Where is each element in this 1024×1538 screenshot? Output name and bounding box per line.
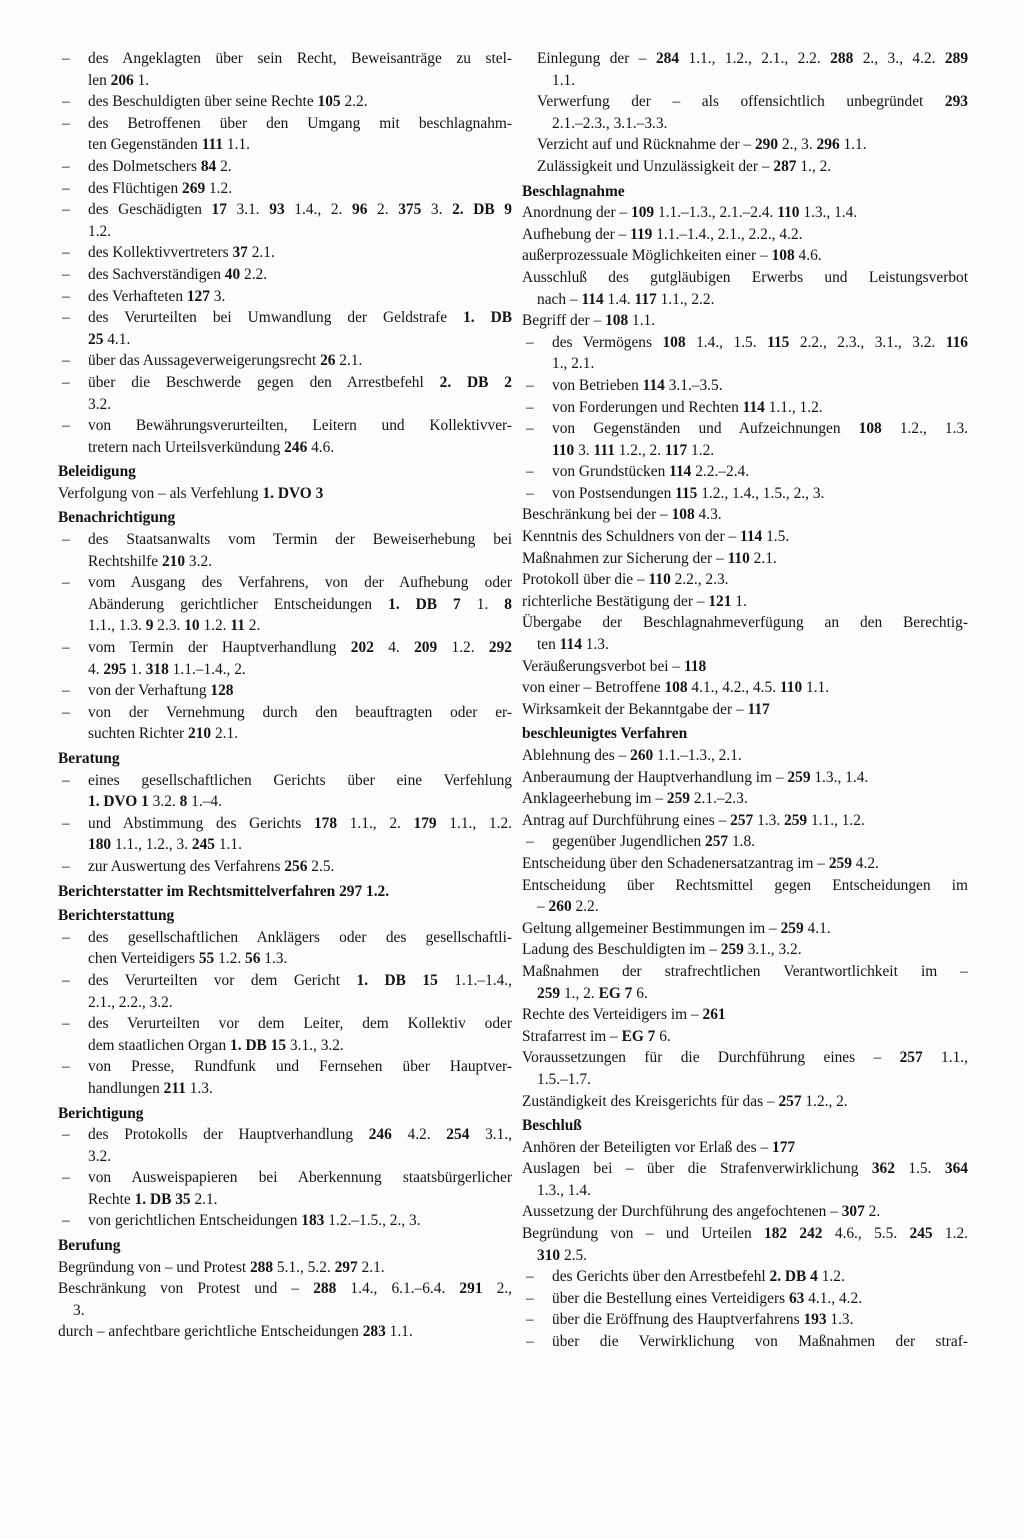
index-subentry: – von Ausweispapieren bei Aberkennung staatsbürgerlicher [58, 1167, 512, 1189]
index-entry: außerprozessuale Möglichkeiten einer – 108 4.6. [522, 247, 822, 265]
index-subentry: – über die Bestellung eines Verteidigers 63 4.1., 4.2. [522, 1288, 968, 1310]
index-continuation: 4. 295 1. 318 1.1.–1.4., 2. [88, 660, 246, 678]
index-entry: Zuständigkeit des Kreisgerichts für das – 257 1.2., 2. [522, 1092, 848, 1110]
index-continuation: handlungen 211 1.3. [88, 1079, 213, 1097]
index-subentry: – des Verurteilten bei Umwandlung der Geldstrafe 1. DB [58, 307, 512, 329]
index-continuation: 1.2. [88, 222, 112, 240]
index-entry: Veräußerungsverbot bei – 118 [522, 657, 707, 675]
index-heading: Beratung [58, 750, 120, 767]
index-subentry: – des Betroffenen über den Umgang mit beschlagnahm- [58, 113, 512, 135]
index-entry: Anklageerhebung im – 259 2.1.–2.3. [522, 790, 748, 808]
index-subentry: – des Gerichts über den Arrestbefehl 2. DB 4 1.2. [522, 1266, 968, 1288]
index-continuation: 3.2. [88, 1147, 112, 1165]
index-subentry: – des Geschädigten 17 3.1. 93 1.4., 2. 96 2. 375 3. 2. DB 9 [58, 199, 512, 221]
index-subentry: – des Protokolls der Hauptverhandlung 246 4.2. 254 3.1., [58, 1124, 512, 1146]
index-entry: Wirksamkeit der Bekanntgabe der – 117 [522, 700, 770, 718]
index-subentry: – des Verurteilten vor dem Leiter, dem Kollektiv oder [58, 1013, 512, 1035]
index-entry: Anberaumung der Hauptverhandlung im – 259 1.3., 1.4. [522, 768, 869, 786]
index-entry: Einlegung der – 284 1.1., 1.2., 2.1., 2.2. 288 2., 3., 4.2. 289 [537, 50, 969, 67]
index-continuation: 1.3., 1.4. [537, 1181, 591, 1199]
index-subentry: – von Grundstücken 114 2.2.–2.4. [522, 461, 968, 483]
index-subentry: – des Vermögens 108 1.4., 1.5. 115 2.2., 2.3., 3.1., 3.2. 116 [522, 332, 968, 354]
index-subentry: – von Postsendungen 115 1.2., 1.4., 1.5., 2., 3. [522, 483, 968, 505]
index-entry: Verzicht auf und Rücknahme der – 290 2., 3. 296 1.1. [537, 136, 867, 154]
index-entry: Anordnung der – 109 1.1.–1.3., 2.1.–2.4. 110 1.3., 1.4. [522, 204, 858, 222]
index-entry: Begriff der – 108 1.1. [522, 312, 656, 330]
index-entry: Geltung allgemeiner Bestimmungen im – 259 4.1. [522, 919, 831, 937]
index-entry: Zulässigkeit und Unzulässigkeit der – 287 1., 2. [537, 157, 832, 175]
index-continuation: 180 1.1., 1.2., 3. 245 1.1. [88, 836, 242, 854]
index-subentry: – von der Vernehmung durch den beauftragten oder er- [58, 702, 512, 724]
index-entry: Anhören der Beteiligten vor Erlaß des – 177 [522, 1138, 796, 1156]
index-subentry: – über die Beschwerde gegen den Arrestbefehl 2. DB 2 [58, 372, 512, 394]
index-subentry: – von gerichtlichen Entscheidungen 183 1.2.–1.5., 2., 3. [58, 1210, 512, 1232]
index-heading: Beschlagnahme [522, 182, 625, 200]
index-entry: Beschränkung von Protest und – 288 1.4., 6.1.–6.4. 291 2., [58, 1280, 513, 1298]
index-subentry: – vom Ausgang des Verfahrens, von der Aufhebung oder [58, 572, 512, 594]
index-entry: Verwerfung der – als offensichtlich unbegründet 293 [537, 93, 968, 111]
index-continuation: 1. DVO 1 3.2. 8 1.–4. [88, 793, 222, 811]
index-subentry: – und Abstimmung des Gerichts 178 1.1., 2. 179 1.1., 1.2. [58, 813, 512, 835]
index-subentry: – des Flüchtigen 269 1.2. [58, 178, 512, 200]
index-continuation: nach – 114 1.4. 117 1.1., 2.2. [537, 290, 715, 308]
index-heading: Berichterstatter im Rechtsmittelverfahren 297 1.2. [58, 882, 390, 900]
index-continuation: 1.1. [552, 71, 576, 89]
index-subentry: – gegenüber Jugendlichen 257 1.8. [522, 831, 968, 853]
index-entry: richterliche Bestätigung der – 121 1. [522, 592, 747, 610]
index-entry: Ladung des Beschuldigten im – 259 3.1., 3.2. [522, 941, 802, 959]
index-entry: durch – anfechtbare gerichtliche Entscheidungen 283 1.1. [58, 1323, 413, 1341]
left-index-column [58, 48, 512, 1343]
index-continuation: 2.1., 2.2., 3.2. [88, 993, 173, 1011]
index-subentry: – von Forderungen und Rechten 114 1.1., 1.2. [522, 397, 968, 419]
index-entry: Maßnahmen der strafrechtlichen Verantwortlichkeit im – [522, 962, 968, 980]
index-continuation: ten 114 1.3. [537, 636, 609, 654]
index-entry: Ablehnung des – 260 1.1.–1.3., 2.1. [522, 747, 742, 764]
index-subentry: – des Sachverständigen 40 2.2. [58, 264, 512, 286]
index-entry: Begründung von – und Protest 288 5.1., 5.2. 297 2.1. [58, 1258, 385, 1276]
index-heading: Berufung [58, 1237, 121, 1255]
index-subentry: – des Beschuldigten über seine Rechte 105 2.2. [58, 91, 512, 113]
index-heading: beschleunigtes Verfahren [522, 725, 688, 743]
index-entry: Ausschluß des gutgläubigen Erwerbs und Leistungsverbot [522, 268, 968, 286]
index-entry: Entscheidung über Rechtsmittel gegen Entscheidungen im [522, 876, 968, 894]
index-subentry: – von Presse, Rundfunk und Fernsehen über Hauptver- [58, 1056, 512, 1078]
index-subentry: – des Kollektivvertreters 37 2.1. [58, 242, 512, 264]
index-entry: Beschränkung bei der – 108 4.3. [522, 506, 722, 524]
index-subentry: – von Gegenständen und Aufzeichnungen 108 1.2., 1.3. [522, 418, 968, 440]
index-heading: Beschluß [522, 1117, 582, 1135]
index-continuation: – 260 2.2. [537, 898, 599, 916]
index-subentry: – zur Auswertung des Verfahrens 256 2.5. [58, 856, 512, 878]
index-continuation: dem staatlichen Organ 1. DB 15 3.1., 3.2. [88, 1036, 344, 1054]
index-continuation: ten Gegenständen 111 1.1. [88, 136, 251, 154]
index-entry: Voraussetzungen für die Durchführung eines – 257 1.1., [522, 1049, 968, 1067]
index-continuation: 1., 2.1. [552, 355, 595, 373]
right-index-column [522, 48, 968, 1353]
index-continuation: suchten Richter 210 2.1. [88, 725, 239, 743]
index-continuation: len 206 1. [88, 71, 150, 89]
index-continuation: Rechtshilfe 210 3.2. [88, 552, 212, 570]
index-subentry: – von Betrieben 114 3.1.–3.5. [522, 375, 968, 397]
index-subentry: – vom Termin der Hauptverhandlung 202 4. 209 1.2. 292 [58, 637, 512, 659]
index-heading: Berichtigung [58, 1104, 144, 1122]
index-subentry: – des Verhafteten 127 3. [58, 286, 512, 308]
index-subentry: – des gesellschaftlichen Anklägers oder des gesellschaftli- [58, 927, 512, 949]
index-subentry: – des Dolmetschers 84 2. [58, 156, 512, 178]
index-continuation: 1.5.–1.7. [537, 1070, 591, 1088]
index-heading: Beleidigung [58, 463, 136, 481]
index-entry: von einer – Betroffene 108 4.1., 4.2., 4.5. 110 1.1. [522, 679, 830, 697]
index-subentry: – von Bewährungsverurteilten, Leitern und Kollektivver- [58, 415, 512, 437]
index-subentry: – des Staatsanwalts vom Termin der Beweiserhebung bei [58, 529, 512, 551]
index-continuation: 25 4.1. [88, 330, 131, 348]
index-continuation: Rechte 1. DB 35 2.1. [88, 1190, 218, 1208]
index-continuation: Abänderung gerichtlicher Entscheidungen 1. DB 7 1. 8 [88, 595, 512, 613]
index-subentry: – über die Verwirklichung von Maßnahmen der straf- [522, 1331, 968, 1353]
index-entry: Entscheidung über den Schadenersatzantrag im – 259 4.2. [522, 854, 879, 872]
index-continuation: 110 3. 111 1.2., 2. 117 1.2. [552, 441, 715, 459]
index-entry: Strafarrest im – EG 7 6. [522, 1027, 671, 1045]
index-subentry: – des Angeklagten über sein Recht, Beweisanträge zu stel- [58, 48, 512, 70]
index-subentry: – von der Verhaftung 128 [58, 680, 512, 702]
index-entry: Verfolgung von – als Verfehlung 1. DVO 3 [58, 484, 324, 502]
index-entry: Auslagen bei – über die Strafenverwirklichung 362 1.5. 364 [522, 1160, 968, 1178]
index-continuation: 1.1., 1.3. 9 2.3. 10 1.2. 11 2. [88, 617, 261, 635]
index-subentry: – über das Aussageverweigerungsrecht 26 2.1. [58, 350, 512, 372]
index-entry: Übergabe der Beschlagnahmeverfügung an den Berechtig- [522, 614, 968, 632]
index-entry: Begründung von – und Urteilen 182 242 4.6., 5.5. 245 1.2. [522, 1225, 969, 1243]
index-subentry: – über die Eröffnung des Hauptverfahrens 193 1.3. [522, 1309, 968, 1331]
index-continuation: 2.1.–2.3., 3.1.–3.3. [552, 114, 668, 132]
index-entry: Aussetzung der Durchführung des angefochtenen – 307 2. [522, 1203, 881, 1221]
index-continuation: chen Verteidigers 55 1.2. 56 1.3. [88, 950, 288, 968]
index-subentry: – des Verurteilten vor dem Gericht 1. DB 15 1.1.–1.4., [58, 970, 512, 992]
index-subentry: – eines gesellschaftlichen Gerichts über eine Verfehlung [58, 770, 512, 792]
index-continuation: 3. [73, 1301, 85, 1319]
index-heading: Benachrichtigung [58, 509, 176, 527]
index-continuation: 259 1., 2. EG 7 6. [537, 984, 648, 1002]
index-continuation: 3.2. [88, 395, 112, 413]
index-heading: Berichterstattung [58, 907, 175, 925]
index-continuation: tretern nach Urteilsverkündung 246 4.6. [88, 438, 335, 456]
index-entry: Kenntnis des Schuldners von der – 114 1.5. [522, 528, 790, 546]
index-entry: Antrag auf Durchführung eines – 257 1.3. 259 1.1., 1.2. [522, 811, 865, 829]
index-entry: Protokoll über die – 110 2.2., 2.3. [522, 571, 729, 589]
index-entry: Maßnahmen zur Sicherung der – 110 2.1. [522, 549, 777, 567]
index-entry: Aufhebung der – 119 1.1.–1.4., 2.1., 2.2., 4.2. [522, 225, 803, 243]
index-entry: Rechte des Verteidigers im – 261 [522, 1006, 726, 1024]
index-continuation: 310 2.5. [537, 1246, 588, 1264]
